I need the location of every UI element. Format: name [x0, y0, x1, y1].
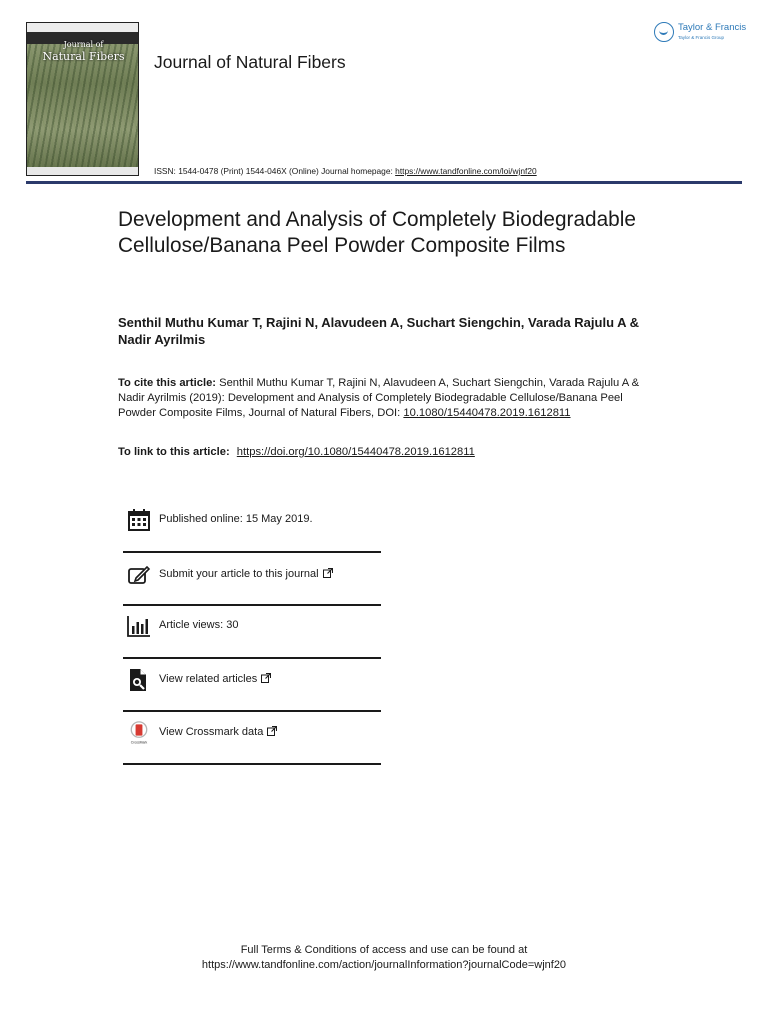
svg-text:CrossMark: CrossMark	[130, 740, 148, 745]
external-link-icon	[261, 673, 271, 683]
publisher-logo-icon	[654, 22, 674, 42]
journal-cover-image	[26, 22, 139, 176]
related-articles-label: View related articles	[159, 673, 271, 685]
issn-text: ISSN: 1544-0478 (Print) 1544-046X (Online) Journal homepage:	[154, 166, 396, 176]
meta-divider	[123, 657, 381, 659]
external-link-icon	[267, 726, 277, 736]
cite-text: Senthil Muthu Kumar T, Rajini N, Alavudeen A, Suchart Siengchin, Varada Rajulu A & Nadir Ayrilmis (2019): Development and Analysis of Completely Biodegradable Cellulose/Banana Peel Powder Composite Films, Journal of Natural Fibers, DOI:	[118, 377, 640, 419]
header-divider	[26, 181, 742, 184]
crossmark-link[interactable]	[123, 713, 381, 765]
article-doi-link[interactable]: https://doi.org/10.1080/15440478.2019.1612811	[236, 446, 475, 458]
cite-label: To cite this article:	[118, 377, 217, 389]
article-link-row	[118, 446, 475, 458]
article-views	[123, 606, 381, 658]
bar-chart-icon	[127, 614, 151, 638]
citation-block	[118, 376, 658, 421]
article-authors: Senthil Muthu Kumar T, Rajini N, Alavudeen A, Suchart Siengchin, Varada Rajulu A & Nadir Ayrilmis	[118, 315, 640, 347]
external-link-icon	[323, 568, 333, 578]
related-articles-link[interactable]	[123, 660, 381, 712]
published-info	[123, 500, 381, 552]
publisher-logo[interactable]	[654, 22, 746, 42]
cover-title-line1: Journal of	[63, 40, 104, 49]
cover-bottom-strip	[27, 167, 138, 175]
meta-divider	[123, 710, 381, 712]
publisher-name: Taylor & Francis	[678, 21, 747, 33]
terms-url[interactable]: https://www.tandfonline.com/action/journalInformation?journalCode=wjnf20	[201, 959, 567, 971]
journal-name: Journal of Natural Fibers	[154, 52, 346, 72]
submit-article-link[interactable]	[123, 555, 381, 607]
link-label: To link to this article:	[118, 446, 230, 458]
cover-title	[31, 39, 136, 63]
article-views-text: Article views: 30	[159, 619, 239, 631]
crossmark-icon	[127, 721, 151, 745]
article-title: Development and Analysis of Completely Biodegradable Cellulose/Banana Peel Powder Composite Films	[118, 208, 636, 257]
publisher-group: Taylor & Francis Group	[678, 34, 725, 40]
meta-divider	[123, 763, 381, 765]
issn-line	[154, 166, 537, 176]
publisher-logo-text	[678, 23, 746, 42]
document-search-icon	[127, 668, 151, 692]
terms-line: Full Terms & Conditions of access and use can be found at	[240, 944, 528, 956]
journal-homepage-link[interactable]: https://www.tandfonline.com/loi/wjnf20	[395, 166, 537, 176]
submit-article-label: Submit your article to this journal	[159, 568, 333, 580]
crossmark-label: View Crossmark data	[159, 726, 277, 738]
calendar-icon	[127, 508, 151, 532]
cover-title-line2: Natural Fibers	[42, 50, 125, 63]
cover-top-strip	[27, 23, 138, 32]
edit-icon	[127, 563, 151, 587]
published-date: Published online: 15 May 2019.	[159, 513, 313, 525]
cite-doi-link[interactable]: 10.1080/15440478.2019.1612811	[403, 407, 571, 419]
terms-footer	[0, 943, 768, 973]
meta-divider	[123, 551, 381, 553]
